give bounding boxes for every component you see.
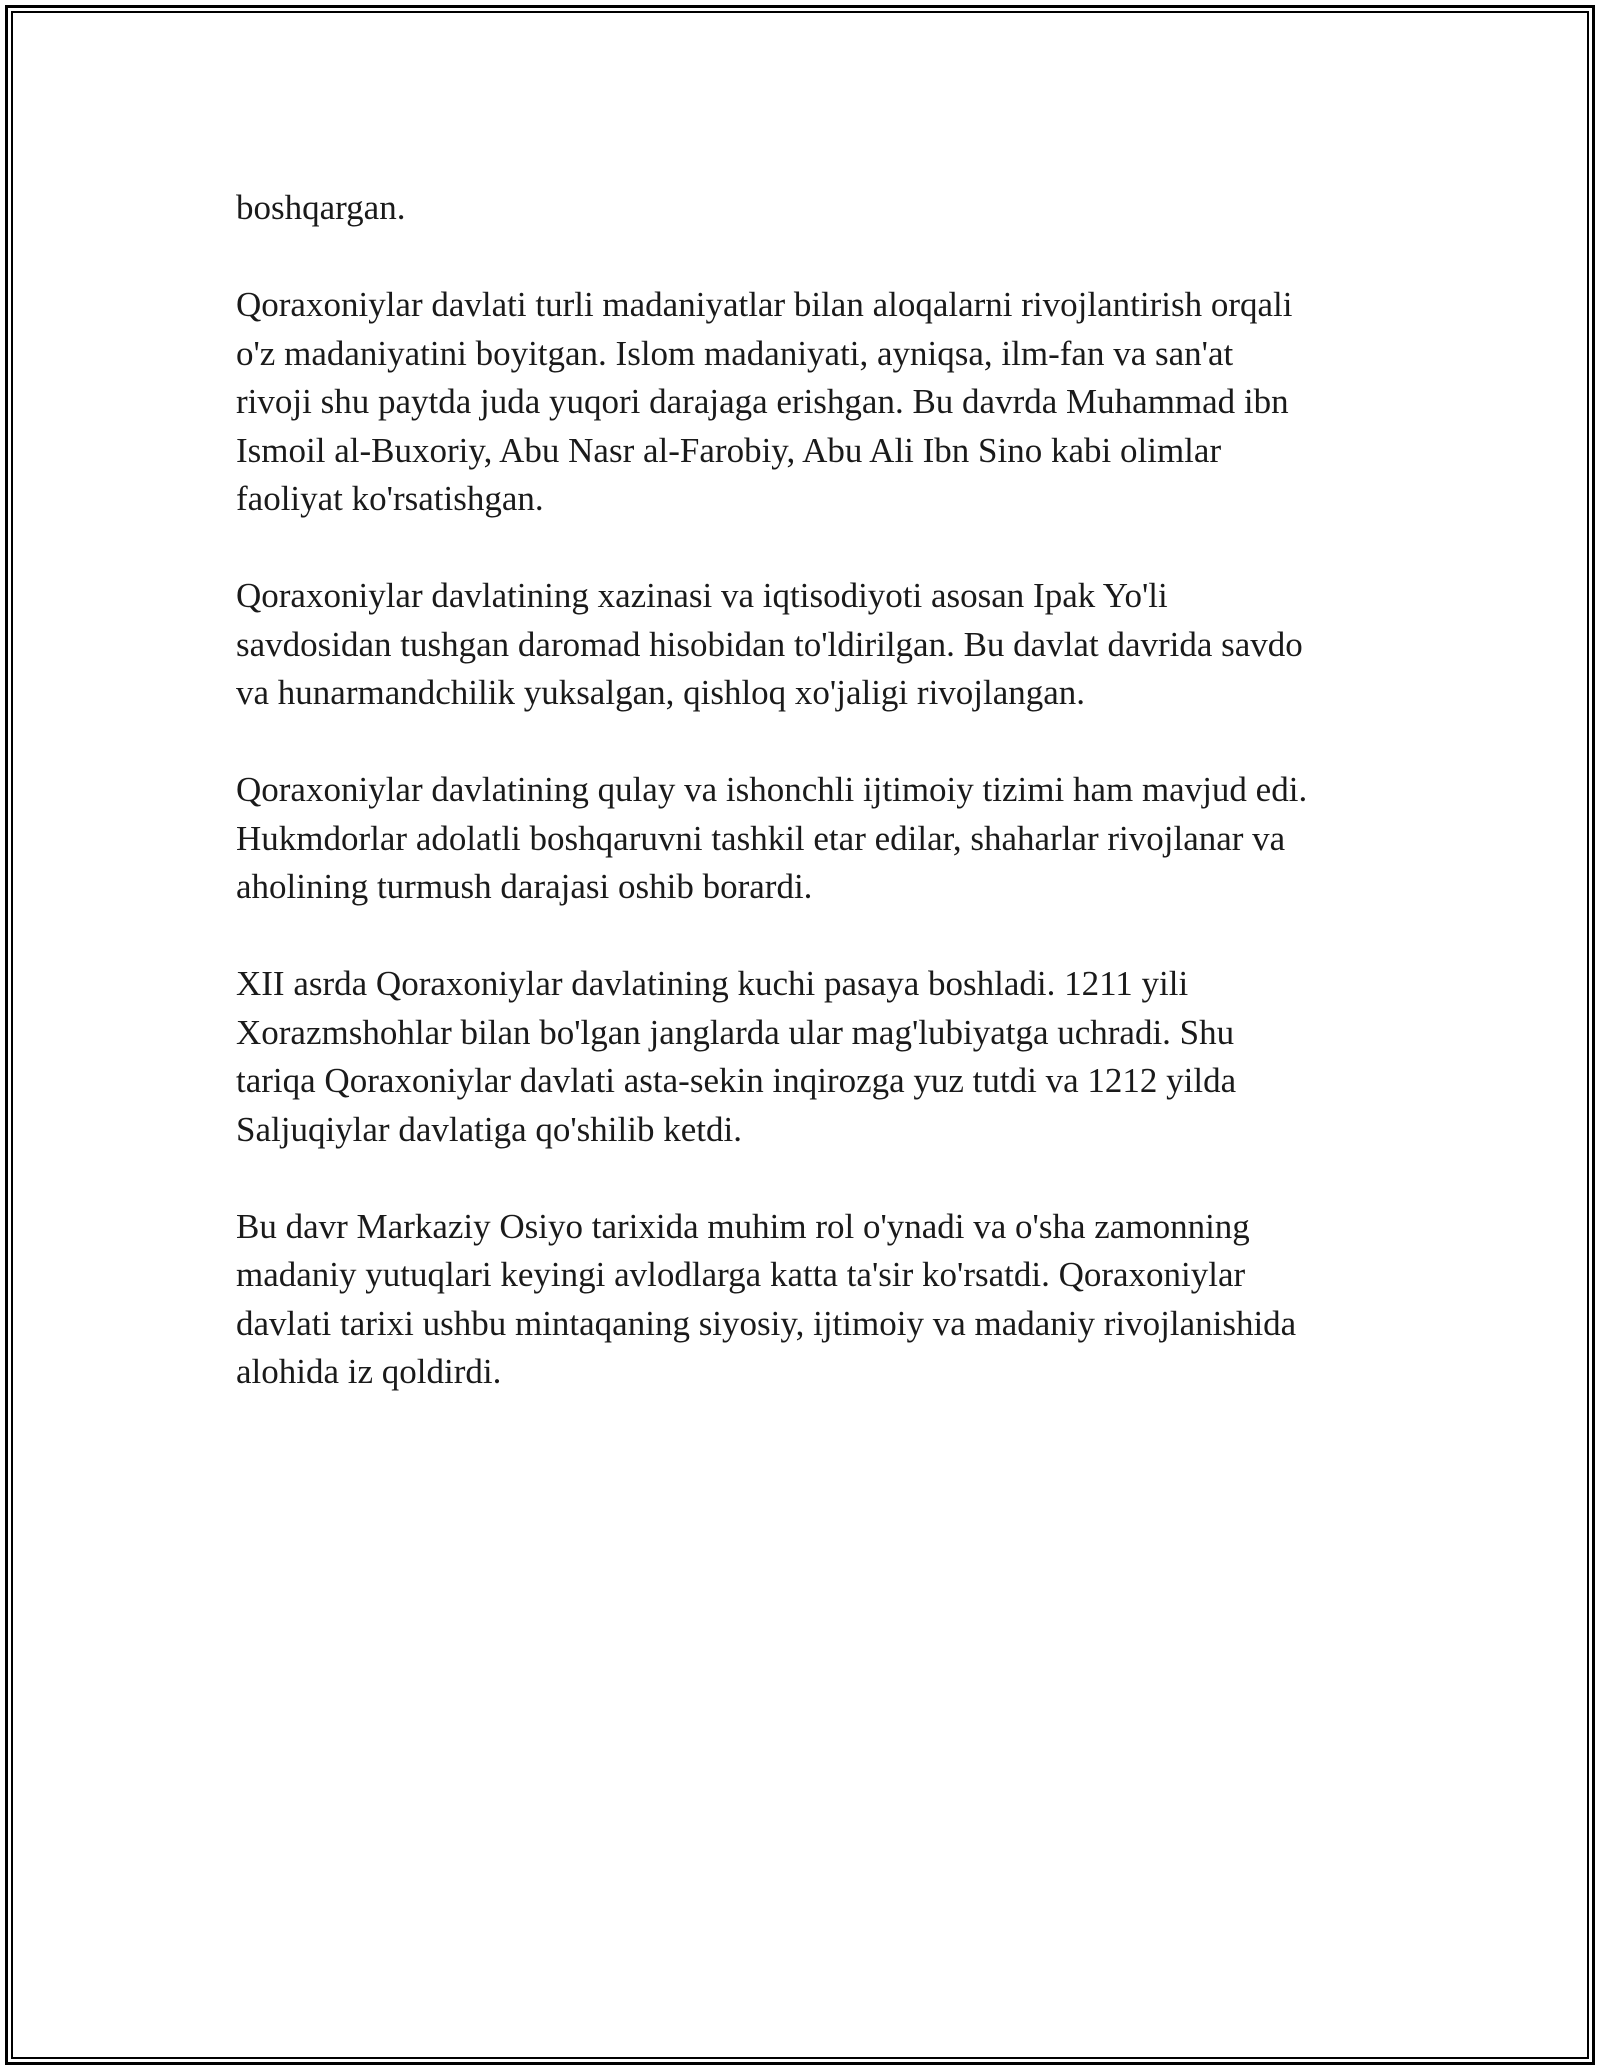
paragraph-culture: Qoraxoniylar davlati turli madaniyatlar bilan aloqalarni rivojlantirish orqali o'z madaniyatini boyitgan. Islom madaniyati, ayniqsa, ilm-fan va san'at rivoji shu paytda juda yuqori darajaga erishgan. Bu davrda Muhammad ibn Ismoil al-Buxoriy, Abu Nasr al-Farobiy, Abu Ali Ibn Sino kabi olimlar faoliyat ko'rsatishgan. bbox=[236, 285, 1293, 518]
paragraph-economy: Qoraxoniylar davlatining xazinasi va iqtisodiyoti asosan Ipak Yo'li savdosidan tushgan daromad hisobidan to'ldirilgan. Bu davlat davrida savdo va hunarmandchilik yuksalgan, qishloq xo'jaligi rivojlangan. bbox=[236, 576, 1303, 712]
paragraph-legacy: Bu davr Markaziy Osiyo tarixida muhim rol o'ynadi va o'sha zamonning madaniy yutuqlari keyingi avlodlarga katta ta'sir ko'rsatdi. Qoraxoniylar davlati tarixi ushbu mintaqaning siyosiy, ijtimoiy va madaniy rivojlanishida alohida iz qoldirdi. bbox=[236, 1206, 1297, 1391]
paragraph-continuation: boshqargan. bbox=[236, 188, 406, 227]
document-body bbox=[236, 184, 1366, 1445]
paragraph-social-system: Qoraxoniylar davlatining qulay va ishonchli ijtimoiy tizimi ham mavjud edi. Hukmdorlar adolatli boshqaruvni tashkil etar edilar, shaharlar rivojlanar va aholining turmush darajasi oshib borardi. bbox=[236, 770, 1308, 906]
paragraph-decline: XII asrda Qoraxoniylar davlatining kuchi pasaya boshladi. 1211 yili Xorazmshohlar bilan bo'lgan janglarda ular mag'lubiyatga uchradi. Shu tariqa Qoraxoniylar davlati asta-sekin inqirozga yuz tutdi va 1212 yilda Saljuqiylar davlatiga qo'shilib ketdi. bbox=[236, 964, 1237, 1149]
